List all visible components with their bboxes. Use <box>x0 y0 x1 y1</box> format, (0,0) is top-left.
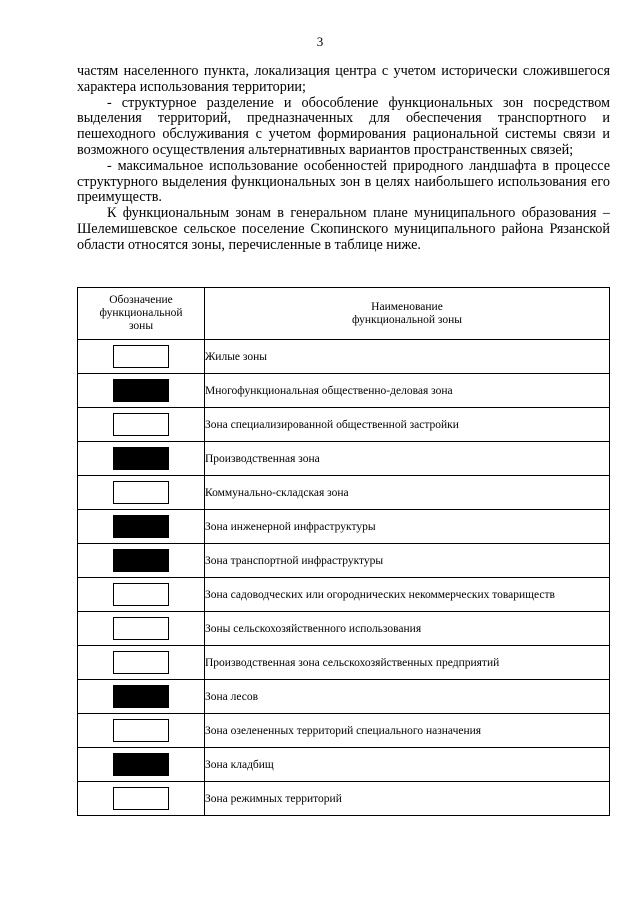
table-row <box>78 442 610 476</box>
zone-name: Производственная зона <box>205 442 610 476</box>
zone-swatch <box>113 413 169 436</box>
zone-name: Зоны сельскохозяйственного использования <box>205 612 610 646</box>
zone-symbol-cell <box>78 476 205 510</box>
table-row <box>78 510 610 544</box>
header-symbol <box>78 288 205 340</box>
zone-name: Производственная зона сельскохозяйственных предприятий <box>205 646 610 680</box>
zone-swatch <box>113 447 169 470</box>
zone-swatch <box>113 583 169 606</box>
zone-name: Жилые зоны <box>205 340 610 374</box>
zones-table <box>77 287 610 816</box>
body-text <box>77 64 610 254</box>
zone-name: Многофункциональная общественно-деловая зона <box>205 374 610 408</box>
page-number: 3 <box>316 34 324 49</box>
zone-swatch <box>113 617 169 640</box>
paragraph: - структурное разделение и обособление функциональных зон посредством выделения территорий, предназначенных для обеспечения транспортного и пешеходного обслуживания с учетом формирования рациональной системы связи и возможного осуществления альтернативных вариантов пространственных связей; <box>77 94 610 158</box>
zone-symbol-cell <box>78 612 205 646</box>
zone-symbol-cell <box>78 442 205 476</box>
table-row <box>78 408 610 442</box>
zone-swatch <box>113 719 169 742</box>
zone-swatch <box>113 481 169 504</box>
zone-symbol-cell <box>78 340 205 374</box>
zone-name: Зона садоводческих или огороднических некоммерческих товариществ <box>205 578 610 612</box>
zone-name: Коммунально-складская зона <box>205 476 610 510</box>
zone-symbol-cell <box>78 714 205 748</box>
zone-symbol-cell <box>78 680 205 714</box>
zone-name: Зона инженерной инфраструктуры <box>205 510 610 544</box>
zone-name: Зона лесов <box>205 680 610 714</box>
paragraph: частям населенного пункта, локализация центра с учетом исторически сложившегося характера использования территории; <box>77 63 610 95</box>
table-row <box>78 748 610 782</box>
zone-name: Зона озелененных территорий специального назначения <box>205 714 610 748</box>
table-row <box>78 782 610 816</box>
table-row <box>78 544 610 578</box>
table-row <box>78 612 610 646</box>
table-body <box>78 340 610 816</box>
zone-symbol-cell <box>78 646 205 680</box>
header-name-text: Наименование функциональной зоны <box>351 300 463 326</box>
zone-swatch <box>113 787 169 810</box>
table-row <box>78 340 610 374</box>
header-name <box>205 288 610 340</box>
table-row <box>78 646 610 680</box>
zone-name: Зона кладбищ <box>205 748 610 782</box>
zone-swatch <box>113 753 169 776</box>
zone-name: Зона транспортной инфраструктуры <box>205 544 610 578</box>
zone-swatch <box>113 651 169 674</box>
table-row <box>78 680 610 714</box>
zone-symbol-cell <box>78 578 205 612</box>
zone-symbol-cell <box>78 544 205 578</box>
paragraph: - максимальное использование особенностей природного ландшафта в процессе структурного выделения функциональных зон в целях наибольшего использования его преимуществ. <box>77 157 610 206</box>
table-header-row <box>78 288 610 340</box>
header-symbol-text: Обозначение функциональной зоны <box>99 294 183 332</box>
zone-swatch <box>113 515 169 538</box>
table-row <box>78 714 610 748</box>
zone-symbol-cell <box>78 408 205 442</box>
zone-swatch <box>113 379 169 402</box>
zone-symbol-cell <box>78 510 205 544</box>
zone-swatch <box>113 549 169 572</box>
zone-swatch <box>113 685 169 708</box>
paragraph: К функциональным зонам в генеральном плане муниципального образования – Шелемишевское сельское поселение Скопинского муниципального района Рязанской области относятся зоны, перечисленные в таблице ниже. <box>77 205 610 253</box>
zone-symbol-cell <box>78 374 205 408</box>
table-row <box>78 374 610 408</box>
zone-symbol-cell <box>78 782 205 816</box>
table-row <box>78 578 610 612</box>
zone-swatch <box>113 345 169 368</box>
zone-symbol-cell <box>78 748 205 782</box>
zone-name: Зона режимных территорий <box>205 782 610 816</box>
zone-name: Зона специализированной общественной застройки <box>205 408 610 442</box>
table-row <box>78 476 610 510</box>
